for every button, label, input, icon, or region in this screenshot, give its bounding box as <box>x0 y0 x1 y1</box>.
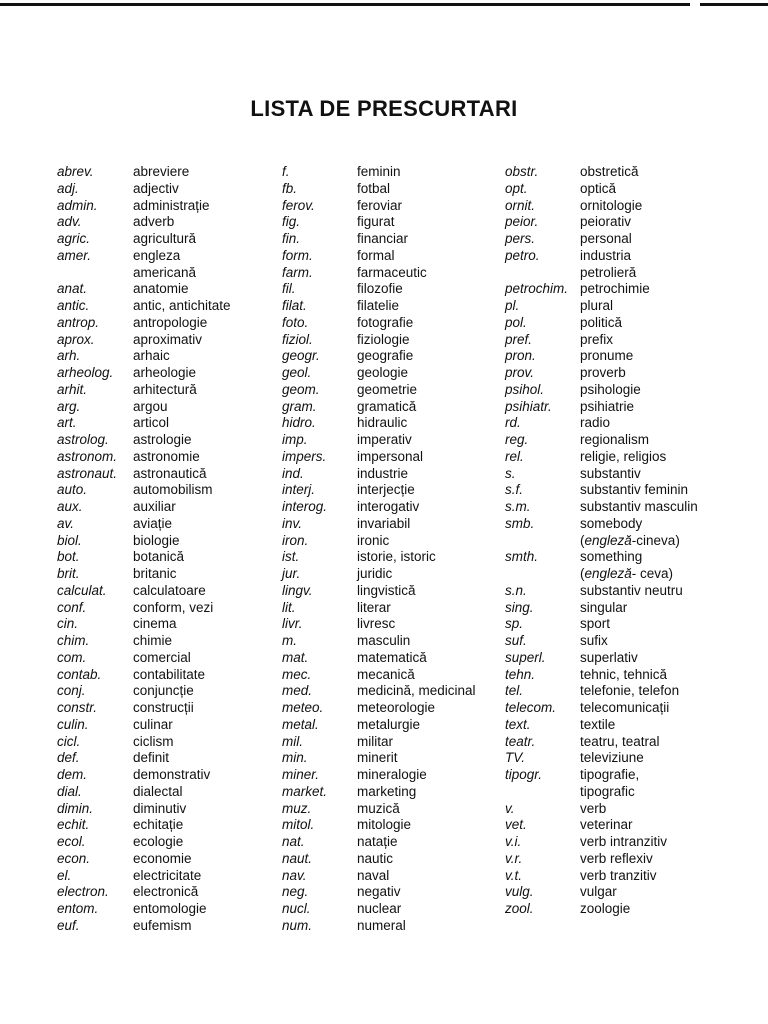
abbreviation-meaning: mineralogie <box>357 767 427 782</box>
abbreviation-meaning: matematică <box>357 649 427 665</box>
abbreviation: cicl. <box>57 733 81 749</box>
abbreviation-meaning: medicină, medicinal <box>357 683 476 699</box>
abbreviation-meaning: industrie <box>357 465 409 481</box>
abbreviation-meaning: formal <box>357 247 395 263</box>
abbreviation-meaning: mitologie <box>357 817 412 833</box>
abbreviation-meaning: demonstrativ <box>133 767 211 782</box>
abbreviation-meaning: chimie <box>133 633 173 648</box>
abbreviation: tehn. <box>505 666 536 682</box>
abbreviation-meaning: peiorativ <box>580 214 632 230</box>
abbreviation-meaning: verb intranzitiv <box>580 834 668 849</box>
abbreviation: vulg. <box>505 884 534 900</box>
meaning-prefix: ( <box>580 532 585 548</box>
abbreviation: s.n. <box>505 582 527 598</box>
abbreviation-meaning: numeral <box>357 917 406 933</box>
abbreviation-meaning: regionalism <box>580 432 650 447</box>
abbreviation: astronom. <box>57 448 118 464</box>
abbreviation-meaning: ironic <box>357 532 390 548</box>
abbreviation-meaning: anatomie <box>133 281 189 297</box>
abbreviation-meaning: calculatoare <box>133 582 206 598</box>
abbreviation: arhit. <box>57 381 88 397</box>
abbreviation-meaning: definit <box>133 750 170 766</box>
abbreviation: mitol. <box>282 817 315 833</box>
abbreviation: teatr. <box>505 733 536 749</box>
abbreviation-meaning: verb <box>580 800 607 816</box>
abbreviation: conj. <box>57 683 86 699</box>
abbreviation: interj. <box>282 482 316 498</box>
abbreviation-meaning: marketing <box>357 783 417 799</box>
abbreviation: zool. <box>505 901 534 916</box>
abbreviation: v. <box>505 800 515 816</box>
abbreviation-meaning: cinema <box>133 616 177 632</box>
abbreviation: anat. <box>57 281 88 297</box>
abbreviation: obstr. <box>505 164 539 179</box>
abbreviation: text. <box>505 716 531 732</box>
abbreviation: culin. <box>57 716 89 732</box>
abbreviation: s. <box>505 465 516 481</box>
abbreviation-meaning: americană <box>133 264 197 280</box>
abbreviation: ind. <box>282 465 304 481</box>
abbreviation-meaning: something <box>580 549 643 565</box>
abbreviation-meaning: muzică <box>357 800 400 816</box>
abbreviation: meteo. <box>282 700 324 715</box>
abbreviation-meaning: aviație <box>133 515 173 531</box>
abbreviation-meaning: petrochimie <box>580 281 650 297</box>
abbreviation-meaning: televiziune <box>580 750 644 766</box>
abbreviation-meaning: minerit <box>357 750 398 766</box>
abbreviation: el. <box>57 867 72 883</box>
abbreviation: dial. <box>57 783 82 799</box>
meaning-suffix: -cineva) <box>631 532 680 548</box>
top-border-rule-right <box>700 3 768 6</box>
abbreviation-meaning: adjectiv <box>133 180 179 196</box>
abbreviation: mec. <box>282 666 312 682</box>
abbreviation: prov. <box>505 365 535 380</box>
abbreviation-meaning: financiar <box>357 231 409 246</box>
abbreviation-meaning: administrație <box>133 197 210 213</box>
abbreviation-meaning: sport <box>580 616 611 632</box>
abbreviation: interog. <box>282 499 328 514</box>
abbreviation: tipogr. <box>505 767 543 782</box>
abbreviation: opt. <box>505 180 528 196</box>
abbreviation: lingv. <box>282 582 313 598</box>
abbreviation-meaning: industria <box>580 247 632 263</box>
abbreviation: geol. <box>282 365 312 380</box>
abbreviation: astronaut. <box>57 465 118 481</box>
abbreviation-meaning: construcții <box>133 700 194 715</box>
abbreviation-meaning: vulgar <box>580 884 617 900</box>
abbreviation: adj. <box>57 180 79 196</box>
abbreviation-meaning: verb tranzitiv <box>580 867 657 883</box>
abbreviation-meaning: religie, religios <box>580 448 667 464</box>
abbreviation-meaning: petrolieră <box>580 264 637 280</box>
abbreviation-meaning: politică <box>580 314 623 330</box>
abbreviation-meaning: optică <box>580 180 617 196</box>
abbreviation-meaning: engleza <box>133 247 181 263</box>
abbreviation-meaning: arhitectură <box>133 381 197 397</box>
abbreviation: ornit. <box>505 197 536 213</box>
abbreviation-meaning: fiziologie <box>357 331 410 347</box>
abbreviation: arheolog. <box>57 365 114 380</box>
abbreviation-meaning: radio <box>580 415 611 431</box>
abbreviation-meaning: zoologie <box>580 901 631 916</box>
abbreviation-meaning: imperativ <box>357 432 412 447</box>
abbreviation-meaning <box>580 566 673 583</box>
abbreviation-meaning: superlativ <box>580 649 638 665</box>
abbreviation-meaning: astronomie <box>133 448 200 464</box>
abbreviation: fb. <box>282 180 298 196</box>
abbreviation-meaning: interogativ <box>357 499 420 514</box>
abbreviation: cin. <box>57 616 79 632</box>
abbreviation: contab. <box>57 666 102 682</box>
abbreviation: geogr. <box>282 348 320 364</box>
abbreviation-meaning: geologie <box>357 365 409 380</box>
abbreviation-meaning: tipografic <box>580 783 635 799</box>
abbreviation-meaning: militar <box>357 733 393 749</box>
abbreviation-meaning: substantiv <box>580 465 641 481</box>
abbreviation-meaning: impersonal <box>357 448 424 464</box>
abbreviation-meaning: nuclear <box>357 901 402 916</box>
abbreviation: entom. <box>57 901 99 916</box>
abbreviation: arh. <box>57 348 81 364</box>
abbreviation: dem. <box>57 767 88 782</box>
abbreviation: av. <box>57 515 75 531</box>
abbreviation: v.i. <box>505 834 522 849</box>
abbreviation: admin. <box>57 197 98 213</box>
abbreviation-meaning: hidraulic <box>357 415 408 431</box>
abbreviation-meaning: substantiv masculin <box>580 499 698 514</box>
abbreviation-meaning: electronică <box>133 884 199 900</box>
abbreviation: imp. <box>282 432 308 447</box>
abbreviation: tel. <box>505 683 524 699</box>
abbreviation: aprox. <box>57 331 95 347</box>
abbreviation: antic. <box>57 298 90 313</box>
abbreviation: astrolog. <box>57 432 109 447</box>
abbreviation-meaning: ecologie <box>133 834 184 849</box>
abbreviation-meaning: feroviar <box>357 197 403 213</box>
abbreviation-meaning: prefix <box>580 331 614 347</box>
abbreviation: superl. <box>505 649 546 665</box>
abbreviation-meaning: nautic <box>357 850 394 866</box>
meaning-language: engleză <box>584 532 632 548</box>
abbreviation-meaning: aproximativ <box>133 331 203 347</box>
abbreviation: num. <box>282 917 313 933</box>
abbreviation: peior. <box>505 214 539 230</box>
abbreviation: petrochim. <box>505 281 569 297</box>
abbreviation-meaning: astronautică <box>133 465 207 481</box>
abbreviation-meaning: comercial <box>133 649 191 665</box>
abbreviation-meaning: naval <box>357 867 390 883</box>
abbreviation-meaning: feminin <box>357 164 401 179</box>
abbreviation-meaning: figurat <box>357 214 395 230</box>
abbreviation: suf. <box>505 633 527 648</box>
abbreviation-meaning: arheologie <box>133 365 197 380</box>
abbreviation-meaning: contabilitate <box>133 666 206 682</box>
abbreviation-meaning: gramatică <box>357 398 417 414</box>
abbreviation-meaning: culinar <box>133 716 173 732</box>
abbreviation: psihiatr. <box>505 398 552 414</box>
abbreviation: fig. <box>282 214 301 230</box>
abbreviation-meaning: personal <box>580 231 632 246</box>
abbreviation: livr. <box>282 616 303 632</box>
abbreviation: muz. <box>282 800 312 816</box>
abbreviation-meaning: electricitate <box>133 867 202 883</box>
abbreviation: pol. <box>505 314 527 330</box>
abbreviation-meaning: istorie, istoric <box>357 549 436 565</box>
abbreviation-meaning: biologie <box>133 532 180 548</box>
abbreviation-meaning: lingvistică <box>357 582 416 598</box>
abbreviation-meaning: pronume <box>580 348 634 364</box>
abbreviation: nucl. <box>282 901 311 916</box>
abbreviation-meaning: plural <box>580 298 614 313</box>
abbreviation: pron. <box>505 348 536 364</box>
abbreviation-meaning: abreviere <box>133 164 190 179</box>
abbreviation: jur. <box>282 566 301 581</box>
abbreviation: filat. <box>282 298 307 313</box>
abbreviation-meaning: entomologie <box>133 901 207 916</box>
meaning-language: engleză <box>584 566 632 581</box>
abbreviation-meaning: filozofie <box>357 281 403 297</box>
abbreviation: foto. <box>282 314 309 330</box>
abbreviation-meaning: fotografie <box>357 314 414 330</box>
abbreviation-meaning: teatru, teatral <box>580 733 660 749</box>
abbreviation: bot. <box>57 549 80 565</box>
abbreviation: def. <box>57 750 80 766</box>
abbreviation: telecom. <box>505 700 557 715</box>
abbreviation: iron. <box>282 532 309 548</box>
abbreviation-meaning: verb reflexiv <box>580 850 653 866</box>
abbreviation-meaning: natație <box>357 834 398 849</box>
abbreviation: s.m. <box>505 499 531 514</box>
abbreviation-meaning: echitație <box>133 817 184 833</box>
abbreviation: smb. <box>505 515 535 531</box>
abbreviation-meaning: argou <box>133 398 168 414</box>
abbreviation-meaning: literar <box>357 599 391 615</box>
abbreviation-meaning: antic, antichitate <box>133 298 231 313</box>
page-title: LISTA DE PRESCURTARI <box>250 96 518 121</box>
abbreviation: lit. <box>282 599 296 615</box>
abbreviation-meaning: substantiv neutru <box>580 582 683 598</box>
top-border-rule <box>0 3 690 6</box>
abbreviation: adv. <box>57 214 82 230</box>
abbreviation-meaning: somebody <box>580 515 643 531</box>
abbreviation: euf. <box>57 917 80 933</box>
abbreviation-meaning: obstretică <box>580 164 639 179</box>
abbreviation: constr. <box>57 700 98 715</box>
abbreviation: antrop. <box>57 314 100 330</box>
abbreviation-meaning: auxiliar <box>133 499 176 514</box>
abbreviation-meaning: dialectal <box>133 783 183 799</box>
abbreviation: nav. <box>282 867 307 883</box>
abbreviation: fiziol. <box>282 331 313 347</box>
abbreviation: form. <box>282 247 313 263</box>
abbreviation-meaning: ornitologie <box>580 197 643 213</box>
abbreviation: psihol. <box>505 381 545 397</box>
abbreviation: v.t. <box>505 867 523 883</box>
abbreviation-meaning: diminutiv <box>133 800 187 816</box>
abbreviation: reg. <box>505 432 529 447</box>
abbreviation: farm. <box>282 264 313 280</box>
abbreviation: min. <box>282 750 308 766</box>
abbreviation-meaning: telefonie, telefon <box>580 683 680 699</box>
abbreviation: mat. <box>282 649 309 665</box>
abbreviation-meaning: psihologie <box>580 381 641 397</box>
abbreviation: econ. <box>57 850 91 866</box>
abbreviation-meaning: agricultură <box>133 231 197 246</box>
abbreviation: nat. <box>282 834 305 849</box>
abbreviation: rel. <box>505 448 524 464</box>
abbreviation-meaning: fotbal <box>357 180 391 196</box>
abbreviation-meaning: conform, vezi <box>133 599 214 615</box>
abbreviation: brit. <box>57 566 80 581</box>
abbreviation: metal. <box>282 716 319 732</box>
abbreviation-meaning: textile <box>580 716 616 732</box>
abbreviation: sp. <box>505 616 524 632</box>
abbreviation-meaning: eufemism <box>133 917 192 933</box>
abbreviation-meaning: negativ <box>357 884 401 900</box>
abbreviation-meaning: sufix <box>580 633 608 648</box>
abbreviation-meaning: geografie <box>357 348 414 364</box>
abbreviation: fin. <box>282 231 301 246</box>
abbreviation: m. <box>282 633 297 648</box>
abbreviation-meaning: livresc <box>357 616 396 632</box>
abbreviation: ist. <box>282 549 300 565</box>
abbreviation: neg. <box>282 884 309 900</box>
abbreviation: pref. <box>505 331 533 347</box>
abbreviation: med. <box>282 683 313 699</box>
abbreviation: v.r. <box>505 850 523 866</box>
abbreviation-meaning: psihiatrie <box>580 398 635 414</box>
abbreviation: impers. <box>282 448 327 464</box>
abbreviation-meaning: arhaic <box>133 348 170 364</box>
abbreviation: echit. <box>57 817 90 833</box>
abbreviation-meaning: invariabil <box>357 515 411 531</box>
abbreviation-meaning: filatelie <box>357 298 400 313</box>
abbreviation: auto. <box>57 482 88 498</box>
abbreviation: fil. <box>282 281 296 297</box>
abbreviation-meaning: farmaceutic <box>357 264 427 280</box>
abbreviation: aux. <box>57 499 83 514</box>
abbreviation: hidro. <box>282 415 316 431</box>
abbreviation-meaning: botanică <box>133 549 185 565</box>
abbreviation: ecol. <box>57 834 86 849</box>
abbreviation-meaning: economie <box>133 850 192 866</box>
abbreviation-meaning: articol <box>133 415 170 431</box>
abbreviation-meaning: geometrie <box>357 381 418 397</box>
abbreviation: smth. <box>505 549 539 565</box>
abbreviation: sing. <box>505 599 534 615</box>
abbreviation: ferov. <box>282 197 315 213</box>
abbreviation: geom. <box>282 381 320 397</box>
abbreviation: biol. <box>57 532 82 548</box>
abbreviation-meaning: astrologie <box>133 432 192 447</box>
abbreviation-meaning: conjuncție <box>133 683 194 699</box>
abbreviation-meaning: britanic <box>133 566 177 581</box>
abbreviation-meaning: veterinar <box>580 817 633 833</box>
abbreviation-meaning: singular <box>580 599 628 615</box>
abbreviation-meaning: tipografie, <box>580 767 640 782</box>
abbreviation-meaning: substantiv feminin <box>580 482 689 498</box>
abbreviation: amer. <box>57 247 92 263</box>
abbreviation-meaning: automobilism <box>133 482 213 498</box>
abbreviation-meaning: antropologie <box>133 314 208 330</box>
abbreviation: arg. <box>57 398 81 414</box>
abbreviation: com. <box>57 649 87 665</box>
abbreviation: s.f. <box>505 482 524 498</box>
abbreviation: gram. <box>282 398 317 414</box>
abbreviation: mil. <box>282 733 303 749</box>
abbreviation: dimin. <box>57 800 94 816</box>
abbreviation-meaning <box>580 533 680 550</box>
abbreviation: chim. <box>57 633 90 648</box>
abbreviation: calculat. <box>57 582 107 598</box>
abbreviation: f. <box>282 164 290 179</box>
abbreviation: inv. <box>282 515 303 531</box>
meaning-prefix: ( <box>580 566 585 581</box>
abbreviation: pl. <box>505 298 520 313</box>
abbreviation: naut. <box>282 850 313 866</box>
abbreviation-meaning: juridic <box>357 566 393 581</box>
abbreviation: agric. <box>57 231 91 246</box>
abbreviation: conf. <box>57 599 87 615</box>
abbreviation: market. <box>282 783 328 799</box>
abbreviation-meaning: ciclism <box>133 733 174 749</box>
abbreviation: abrev. <box>57 164 94 179</box>
abbreviation-meaning: interjecție <box>357 482 415 498</box>
abbreviation-meaning: metalurgie <box>357 716 421 732</box>
abbreviation-meaning: proverb <box>580 365 626 380</box>
abbreviation: rd. <box>505 415 521 431</box>
abbreviation: electron. <box>57 884 109 900</box>
abbreviation-meaning: masculin <box>357 633 411 648</box>
abbreviation: miner. <box>282 767 320 782</box>
abbreviation: art. <box>57 415 77 431</box>
abbreviation-meaning: meteorologie <box>357 700 436 715</box>
abbreviation-meaning: telecomunicații <box>580 700 670 715</box>
abbreviation: TV. <box>505 750 525 766</box>
abbreviation-meaning: adverb <box>133 214 175 230</box>
meaning-suffix: - ceva) <box>631 566 674 581</box>
abbreviation: vet. <box>505 817 527 833</box>
abbreviation-meaning: mecanică <box>357 666 415 682</box>
abbreviation: petro. <box>505 247 540 263</box>
abbreviation: pers. <box>505 231 536 246</box>
abbreviation-meaning: tehnic, tehnică <box>580 666 668 682</box>
